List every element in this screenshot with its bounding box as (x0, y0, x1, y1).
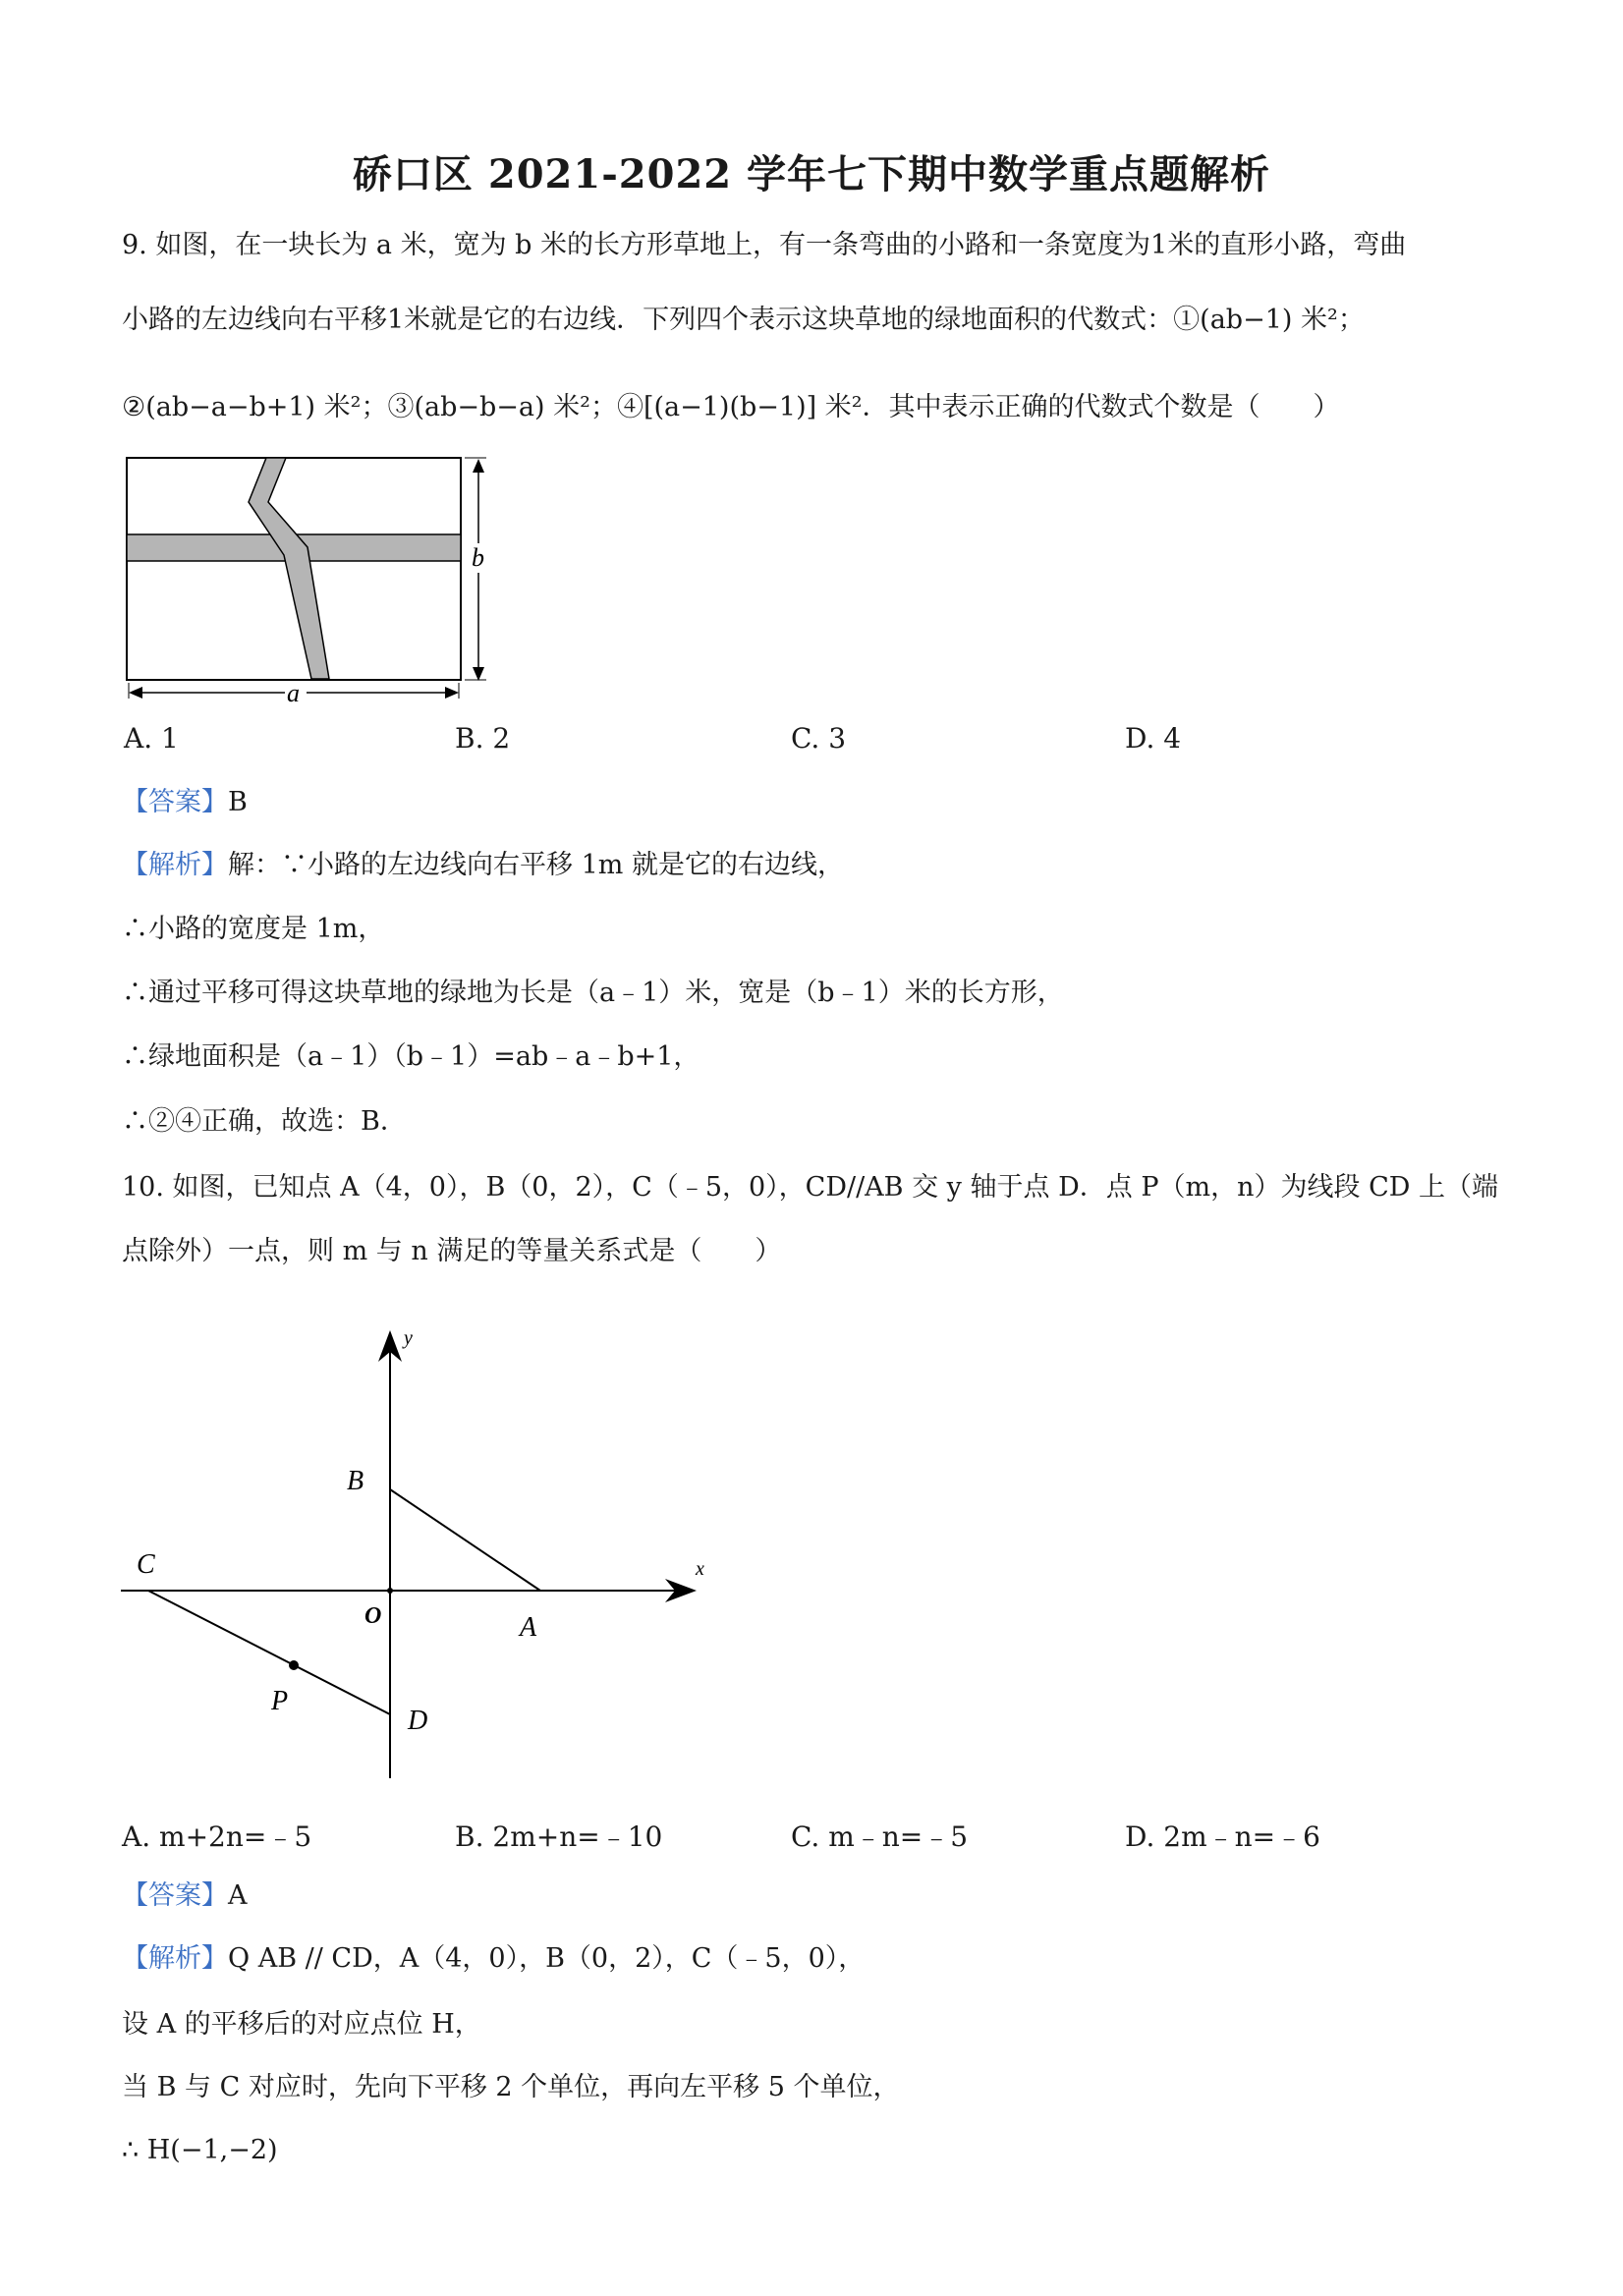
q10-text-line-2: 点除外）一点，则 m 与 n 满足的等量关系式是（ ） (122, 1236, 782, 1266)
point-p (289, 1660, 299, 1670)
q9-text-line-3: ②(ab−a−b+1) 米²；③(ab−b−a) 米²；④[(a−1)(b−1)] 米²．其中表示正确的代数式个数是（ ） (122, 392, 1340, 422)
q10-analysis-line-3: 当 B 与 C 对应时，先向下平移 2 个单位，再向左平移 5 个单位， (122, 2072, 900, 2102)
q9-option-a: A. 1 (124, 722, 179, 755)
label-a: a (287, 679, 300, 707)
label-x: x (696, 1558, 704, 1580)
q10-answer (122, 1879, 248, 1913)
q10-analysis-line-1: 【解析】Q AB // CD，A（4，0），B（0，2），C（﹣5，0）， (122, 1943, 866, 1974)
label-D: D (408, 1706, 428, 1736)
q10-coordinate-figure (113, 1316, 722, 1788)
label-O: O (364, 1603, 382, 1629)
q10-option-c: C. m﹣n=﹣5 (791, 1820, 969, 1853)
label-C: C (137, 1549, 155, 1580)
q9-option-d: D. 4 (1125, 722, 1182, 755)
segment-ab (390, 1489, 540, 1591)
q9-answer (122, 786, 248, 819)
q9-analysis-line-4: ∴绿地面积是（a﹣1）（b﹣1）=ab﹣a﹣b+1， (122, 1041, 700, 1072)
label-P: P (271, 1686, 289, 1716)
q9-text-line-1: 9. 如图，在一块长为 a 米，宽为 b 米的长方形草地上，有一条弯曲的小路和一条宽度为1米的直形小路，弯曲 (122, 230, 1407, 260)
q10-option-d: D. 2m﹣n=﹣6 (1125, 1820, 1320, 1853)
segment-cd (148, 1591, 390, 1714)
label-y: y (404, 1327, 413, 1349)
q10-analysis-line-4: ∴ H(−1,−2) (122, 2135, 278, 2165)
label-b: b (472, 543, 484, 572)
q10-option-b: B. 2m+n=﹣10 (455, 1820, 663, 1853)
answer-tag: 【答案】 (122, 787, 228, 817)
q9-option-b: B. 2 (455, 722, 511, 755)
label-B: B (347, 1466, 364, 1496)
q10-text-line-1: 10. 如图，已知点 A（4，0），B（0，2），C（﹣5，0），CD//AB 交 y 轴于点 D．点 P（m，n）为线段 CD 上（端 (122, 1172, 1498, 1203)
q9-text-line-2: 小路的左边线向右平移1米就是它的右边线．下列四个表示这块草地的绿地面积的代数式：①(ab−1) 米²； (122, 305, 1365, 335)
analysis-tag: 【解析】 (122, 850, 228, 880)
q9-analysis-line-1: 【解析】解：∵小路的左边线向右平移 1m 就是它的右边线， (122, 850, 844, 880)
page-title: 硚口区 2021-2022 学年七下期中数学重点题解析 (352, 151, 1271, 197)
q9-analysis-line-3: ∴通过平移可得这块草地的绿地为长是（a﹣1）米，宽是（b﹣1）米的长方形， (122, 978, 1064, 1008)
answer-tag: 【答案】 (122, 1880, 228, 1911)
q9-analysis-line-5: ∴②④正确，故选：B． (122, 1106, 407, 1137)
q9-analysis-line-2: ∴小路的宽度是 1m， (122, 914, 385, 944)
label-A: A (520, 1612, 537, 1643)
origin-point (387, 1588, 393, 1594)
q10-option-a: A. m+2n=﹣5 (122, 1820, 312, 1853)
q9-option-c: C. 3 (791, 722, 847, 755)
answer-value: A (228, 1880, 248, 1911)
answer-value: B (228, 787, 248, 817)
q9-lawn-figure (113, 447, 506, 707)
q10-analysis-line-2: 设 A 的平移后的对应点位 H， (122, 2009, 481, 2040)
analysis-tag: 【解析】 (122, 1943, 228, 1974)
